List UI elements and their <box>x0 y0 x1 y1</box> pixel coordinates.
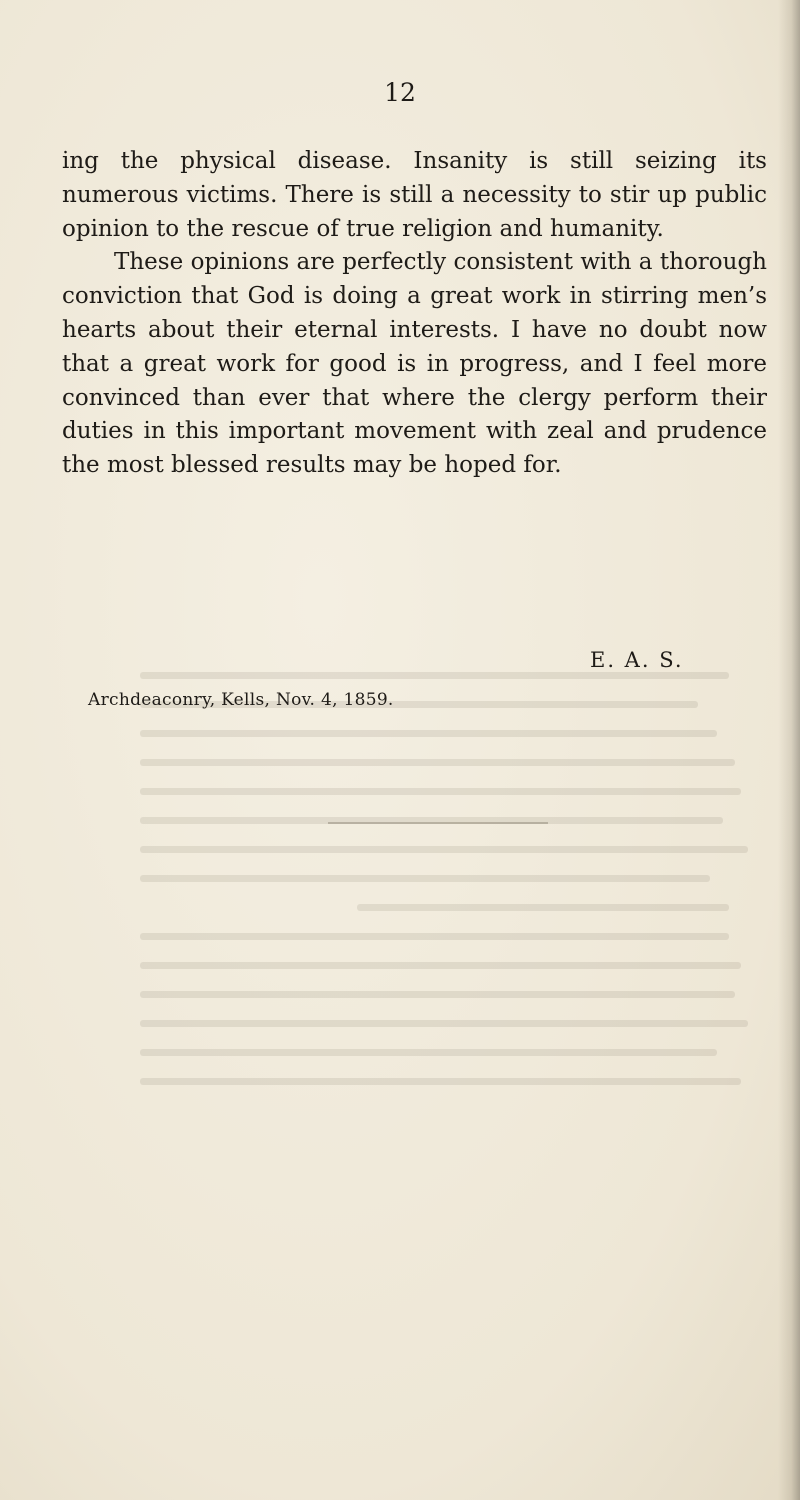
paragraph-2: These opinions are perfectly consistent with a thorough conviction that God is doing a great work in stirring men’s hearts about their eternal interests. I have no doubt now that a great work for good is in progress, and I feel more convinced than ever that where the clergy perform their duties in this important movement with zeal and prudence the most blessed results may be hoped for. <box>62 249 767 479</box>
page-number: 12 <box>384 78 416 107</box>
bleed-through-rule <box>328 822 548 824</box>
page-edge-shadow <box>778 0 800 1500</box>
paragraph-1: ing the physical disease. Insanity is still seizing its numerous victims. There is still a necessity to stir up public opinion to the rescue of true religion and humanity. <box>62 148 767 242</box>
signature-initials: E. A. S. <box>590 648 684 672</box>
dateline: Archdeaconry, Kells, Nov. 4, 1859. <box>88 690 394 710</box>
body-text <box>62 145 767 483</box>
bleed-through-text <box>140 650 760 1140</box>
